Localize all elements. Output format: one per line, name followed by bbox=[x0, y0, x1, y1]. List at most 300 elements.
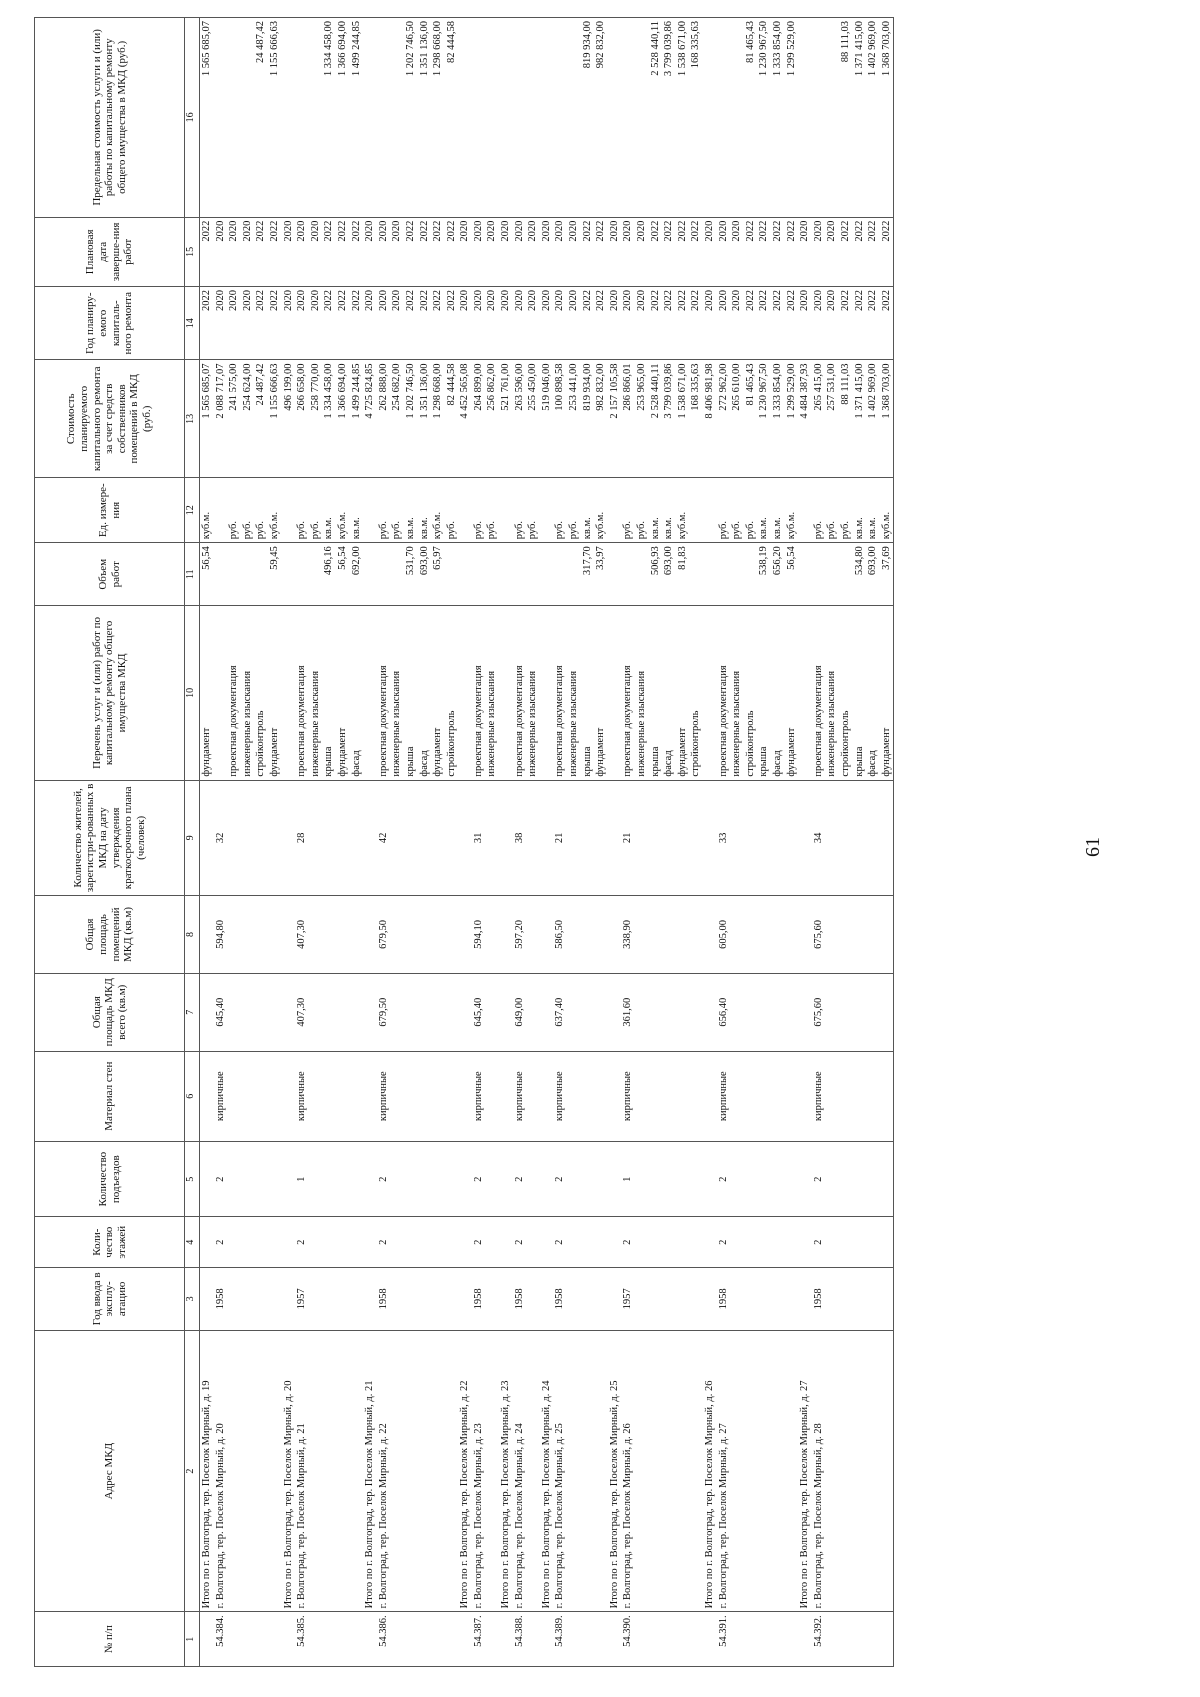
repair-year: 2020 bbox=[826, 289, 838, 311]
premises-area: 338,90 bbox=[621, 896, 703, 974]
repair-year: 2020 bbox=[513, 289, 525, 311]
entrances-count: 1 bbox=[295, 1141, 363, 1217]
floors-count: 2 bbox=[472, 1217, 499, 1267]
commission-year: 1957 bbox=[295, 1267, 363, 1330]
entrances-count bbox=[282, 1141, 296, 1217]
unit-cell bbox=[282, 478, 296, 543]
total-area bbox=[363, 973, 377, 1051]
work-volume: 692,00 bbox=[350, 546, 362, 576]
work-type bbox=[798, 609, 812, 776]
total-area bbox=[608, 973, 622, 1051]
commission-year bbox=[499, 1267, 513, 1330]
unit: руб. bbox=[568, 521, 580, 540]
planned-cost-cell bbox=[472, 360, 499, 478]
row-number bbox=[703, 1612, 717, 1667]
completion-year: 2022 bbox=[595, 220, 607, 242]
planned-cost: 100 898,58 bbox=[554, 363, 566, 411]
work-type bbox=[499, 609, 513, 776]
work-volume bbox=[608, 546, 622, 602]
cost-limit-cell bbox=[513, 18, 540, 218]
total-area: 656,40 bbox=[717, 973, 799, 1051]
repair-year: 2022 bbox=[445, 289, 457, 311]
completion-year: 2022 bbox=[418, 220, 430, 242]
completion-year: 2020 bbox=[364, 220, 376, 242]
work-type: инженерные изыскания bbox=[731, 670, 743, 777]
planned-cost: 265 610,00 bbox=[731, 363, 743, 411]
cost-limit-cell bbox=[282, 18, 296, 218]
work-volume: 693,00 bbox=[867, 546, 879, 576]
completion-year: 2022 bbox=[785, 220, 797, 242]
repair-year-cell bbox=[812, 286, 894, 360]
work-volume-cell bbox=[608, 543, 622, 606]
completion-year: 2022 bbox=[663, 220, 675, 242]
column-header: Материал стен bbox=[35, 1051, 185, 1141]
work-volume-cell bbox=[214, 543, 282, 606]
cost-limit-cell bbox=[717, 18, 799, 218]
repair-year-cell bbox=[363, 286, 377, 360]
planned-cost: 1 371 415,00 bbox=[853, 363, 865, 419]
column-header: Ед. измере-ния bbox=[35, 478, 185, 543]
commission-year bbox=[363, 1267, 377, 1330]
entrances-count: 2 bbox=[377, 1141, 459, 1217]
column-number: 15 bbox=[185, 217, 200, 286]
work-volume-cell bbox=[499, 543, 513, 606]
entrances-count bbox=[540, 1141, 554, 1217]
work-volume: 56,54 bbox=[201, 546, 212, 570]
planned-cost-cell bbox=[703, 360, 717, 478]
floors-count: 2 bbox=[621, 1217, 703, 1267]
repair-year: 2020 bbox=[472, 289, 484, 311]
work-volume-cell bbox=[798, 543, 812, 606]
planned-cost: 2 088 717,07 bbox=[214, 363, 226, 419]
planned-cost: 1 333 854,00 bbox=[771, 363, 783, 419]
cost-limit: 1 366 694,00 bbox=[336, 21, 348, 77]
column-number: 1 bbox=[185, 1612, 200, 1667]
cost-limit: 1 368 703,00 bbox=[880, 21, 892, 77]
residents-count bbox=[363, 780, 377, 896]
planned-cost: 2 528 440,11 bbox=[649, 363, 661, 419]
premises-area: 594,10 bbox=[472, 896, 499, 974]
work-type-cell bbox=[513, 606, 540, 780]
floors-count bbox=[499, 1217, 513, 1267]
residents-count: 21 bbox=[621, 780, 703, 896]
unit bbox=[689, 481, 703, 539]
cost-limit bbox=[282, 21, 296, 214]
work-volume bbox=[458, 546, 472, 602]
cost-limit-cell bbox=[200, 18, 214, 218]
cost-limit-cell bbox=[499, 18, 513, 218]
work-volume: 37,69 bbox=[880, 546, 892, 570]
row-number bbox=[608, 1612, 622, 1667]
work-type: проектная документация bbox=[296, 665, 308, 777]
residents-count: 31 bbox=[472, 780, 499, 896]
repair-year: 2022 bbox=[853, 289, 865, 311]
column-header: Общая площадь помещений МКД (кв.м) bbox=[35, 896, 185, 974]
column-number: 9 bbox=[185, 780, 200, 896]
cost-limit bbox=[608, 21, 622, 214]
column-number: 8 bbox=[185, 896, 200, 974]
residents-count bbox=[703, 780, 717, 896]
planned-cost: 1 334 458,00 bbox=[323, 363, 335, 419]
unit bbox=[458, 481, 472, 539]
table-row bbox=[458, 18, 472, 1667]
wall-material bbox=[540, 1051, 554, 1141]
completion-year: 2022 bbox=[880, 220, 892, 242]
planned-cost: 272 962,00 bbox=[717, 363, 729, 411]
commission-year bbox=[200, 1267, 214, 1330]
repair-year: 2020 bbox=[568, 289, 580, 311]
work-type: инженерные изыскания bbox=[826, 670, 838, 777]
cost-limit bbox=[621, 21, 635, 214]
repair-year: 2020 bbox=[608, 289, 620, 311]
premises-area bbox=[608, 896, 622, 974]
unit bbox=[499, 481, 513, 539]
repair-year: 2022 bbox=[771, 289, 783, 311]
cost-limit bbox=[363, 21, 377, 214]
unit-cell bbox=[553, 478, 607, 543]
completion-year: 2020 bbox=[568, 220, 580, 242]
cost-limit: 1 565 685,07 bbox=[201, 21, 212, 77]
work-type-cell bbox=[608, 606, 622, 780]
wall-material bbox=[703, 1051, 717, 1141]
residents-count: 34 bbox=[812, 780, 894, 896]
address: г. Волгоград, тер. Поселок Мирный, д. 20 bbox=[214, 1330, 282, 1611]
unit bbox=[214, 481, 228, 539]
work-volume bbox=[621, 546, 635, 602]
planned-cost-cell bbox=[295, 360, 363, 478]
work-volume: 656,20 bbox=[771, 546, 783, 576]
commission-year: 1958 bbox=[472, 1267, 499, 1330]
planned-cost-cell bbox=[513, 360, 540, 478]
cost-limit bbox=[472, 21, 486, 214]
cost-limit bbox=[825, 21, 839, 214]
cost-limit bbox=[812, 21, 826, 214]
planned-cost: 254 682,00 bbox=[391, 363, 403, 411]
cost-limit-cell bbox=[608, 18, 622, 218]
planned-cost: 819 934,00 bbox=[581, 363, 593, 411]
cost-limit-cell bbox=[703, 18, 717, 218]
completion-year: 2022 bbox=[201, 220, 212, 242]
floors-count bbox=[282, 1217, 296, 1267]
cost-limit bbox=[499, 21, 513, 214]
entrances-count bbox=[798, 1141, 812, 1217]
work-type: фундамент bbox=[432, 727, 444, 777]
repair-year-cell bbox=[513, 286, 540, 360]
cost-limit: 1 334 458,00 bbox=[323, 21, 335, 77]
completion-year: 2022 bbox=[268, 220, 280, 242]
residents-count: 28 bbox=[295, 780, 363, 896]
repair-year-cell bbox=[499, 286, 513, 360]
row-number: 54.389. bbox=[553, 1612, 607, 1667]
address: Итого по г. Волгоград, тер. Поселок Мирный, д. 23 bbox=[499, 1330, 513, 1611]
cost-limit bbox=[526, 21, 540, 214]
planned-cost: 1 402 969,00 bbox=[867, 363, 879, 419]
completion-year: 2020 bbox=[636, 220, 647, 242]
work-volume bbox=[567, 546, 581, 602]
work-type: проектная документация bbox=[622, 665, 634, 777]
work-type: фундамент bbox=[201, 727, 212, 777]
completion-year-cell bbox=[513, 217, 540, 286]
premises-area bbox=[363, 896, 377, 974]
column-number: 5 bbox=[185, 1141, 200, 1217]
work-type: инженерные изыскания bbox=[636, 670, 647, 777]
cost-limit bbox=[241, 21, 255, 214]
table-row bbox=[363, 18, 377, 1667]
repair-year-cell bbox=[553, 286, 607, 360]
wall-material: кирпичные bbox=[377, 1051, 459, 1141]
table-body bbox=[200, 18, 894, 1667]
floors-count bbox=[540, 1217, 554, 1267]
planned-cost: 4 452 565,08 bbox=[459, 363, 471, 419]
premises-area bbox=[458, 896, 472, 974]
planned-cost: 241 575,00 bbox=[228, 363, 240, 411]
unit-cell bbox=[363, 478, 377, 543]
table-row bbox=[377, 18, 459, 1667]
entrances-count: 2 bbox=[513, 1141, 540, 1217]
completion-year: 2020 bbox=[554, 220, 566, 242]
completion-year: 2020 bbox=[799, 220, 811, 242]
work-type: инженерные изыскания bbox=[527, 670, 539, 777]
work-type bbox=[540, 609, 554, 776]
planned-cost-cell bbox=[214, 360, 282, 478]
completion-year: 2020 bbox=[826, 220, 838, 242]
unit bbox=[798, 481, 812, 539]
address: Итого по г. Волгоград, тер. Поселок Мирный, д. 20 bbox=[282, 1330, 296, 1611]
cost-limit bbox=[227, 21, 241, 214]
residents-count: 32 bbox=[214, 780, 282, 896]
address: г. Волгоград, тер. Поселок Мирный, д. 27 bbox=[717, 1330, 799, 1611]
completion-year-cell bbox=[472, 217, 499, 286]
cost-limit bbox=[309, 21, 323, 214]
cost-limit: 1 499 244,85 bbox=[350, 21, 362, 77]
planned-cost: 496 199,00 bbox=[282, 363, 294, 411]
completion-year: 2020 bbox=[214, 220, 226, 242]
work-volume bbox=[485, 546, 499, 602]
total-area bbox=[458, 973, 472, 1051]
total-area: 637,40 bbox=[553, 973, 607, 1051]
work-type-cell bbox=[621, 606, 703, 780]
work-type-cell bbox=[553, 606, 607, 780]
column-number: 10 bbox=[185, 606, 200, 780]
column-number: 6 bbox=[185, 1051, 200, 1141]
work-volume: 534,80 bbox=[853, 546, 865, 576]
completion-year: 2022 bbox=[404, 220, 416, 242]
unit-cell bbox=[458, 478, 472, 543]
completion-year: 2022 bbox=[771, 220, 783, 242]
row-number: 54.392. bbox=[812, 1612, 894, 1667]
work-type: инженерные изыскания bbox=[391, 670, 403, 777]
work-volume bbox=[254, 546, 268, 602]
premises-area bbox=[703, 896, 717, 974]
repair-year: 2022 bbox=[350, 289, 362, 311]
table-row bbox=[214, 18, 282, 1667]
address: Итого по г. Волгоград, тер. Поселок Мирный, д. 19 bbox=[200, 1330, 214, 1611]
completion-year: 2022 bbox=[432, 220, 444, 242]
cost-limit: 168 335,63 bbox=[690, 21, 702, 69]
table-row bbox=[621, 18, 703, 1667]
work-volume bbox=[689, 546, 703, 602]
unit: кв.м. bbox=[323, 517, 335, 540]
cost-limit bbox=[214, 21, 228, 214]
floors-count: 2 bbox=[377, 1217, 459, 1267]
unit: куб.м. bbox=[785, 511, 797, 540]
cost-limit bbox=[295, 21, 309, 214]
planned-cost-cell bbox=[621, 360, 703, 478]
commission-year: 1958 bbox=[717, 1267, 799, 1330]
unit-cell bbox=[295, 478, 363, 543]
work-volume bbox=[499, 546, 513, 602]
unit: куб.м. bbox=[676, 511, 688, 540]
total-area: 679,50 bbox=[377, 973, 459, 1051]
unit: руб. bbox=[812, 521, 824, 540]
row-number bbox=[798, 1612, 812, 1667]
planned-cost-cell bbox=[540, 360, 554, 478]
work-type: крыша bbox=[758, 746, 770, 777]
work-volume: 531,70 bbox=[404, 546, 416, 576]
premises-area bbox=[200, 896, 214, 974]
table-row bbox=[499, 18, 513, 1667]
entrances-count: 2 bbox=[812, 1141, 894, 1217]
planned-cost: 8 406 981,98 bbox=[703, 363, 715, 419]
unit: руб. bbox=[554, 521, 566, 540]
floors-count bbox=[608, 1217, 622, 1267]
unit: куб.м. bbox=[880, 511, 892, 540]
completion-year: 2022 bbox=[867, 220, 879, 242]
unit-cell bbox=[703, 478, 717, 543]
planned-cost-cell bbox=[812, 360, 894, 478]
work-type: инженерные изыскания bbox=[486, 670, 498, 777]
work-type: стройконтроль bbox=[839, 710, 851, 777]
row-number: 54.386. bbox=[377, 1612, 459, 1667]
residents-count bbox=[608, 780, 622, 896]
work-type-cell bbox=[295, 606, 363, 780]
column-number: 2 bbox=[185, 1330, 200, 1611]
column-header: Предельная стоимость услуги и (или) работы по капитальному ремонту общего имущества в МКД (руб.) bbox=[35, 18, 185, 218]
unit: руб. bbox=[445, 521, 457, 540]
premises-area bbox=[540, 896, 554, 974]
work-volume bbox=[390, 546, 404, 602]
unit-cell bbox=[472, 478, 499, 543]
unit: кв.м. bbox=[404, 517, 416, 540]
planned-cost: 4 484 387,93 bbox=[799, 363, 811, 419]
planned-cost: 1 155 666,63 bbox=[268, 363, 280, 419]
completion-year-cell bbox=[499, 217, 513, 286]
cost-limit-cell bbox=[553, 18, 607, 218]
total-area: 645,40 bbox=[472, 973, 499, 1051]
unit: руб. bbox=[622, 521, 634, 540]
unit: руб. bbox=[717, 521, 729, 540]
work-volume bbox=[472, 546, 486, 602]
planned-cost: 1 368 703,00 bbox=[880, 363, 892, 419]
table-row bbox=[717, 18, 799, 1667]
cost-limit-cell bbox=[540, 18, 554, 218]
commission-year: 1958 bbox=[513, 1267, 540, 1330]
commission-year bbox=[608, 1267, 622, 1330]
completion-year: 2020 bbox=[717, 220, 729, 242]
total-area bbox=[499, 973, 513, 1051]
header-row bbox=[35, 18, 185, 1667]
repair-year: 2020 bbox=[636, 289, 647, 311]
column-header: Год ввода в эксплу-атацию bbox=[35, 1267, 185, 1330]
completion-year: 2022 bbox=[758, 220, 770, 242]
planned-cost: 4 725 824,85 bbox=[364, 363, 376, 419]
wall-material: кирпичные bbox=[812, 1051, 894, 1141]
planned-cost: 88 111,03 bbox=[839, 363, 851, 405]
work-type-cell bbox=[214, 606, 282, 780]
work-type: фундамент bbox=[785, 727, 797, 777]
completion-year-cell bbox=[214, 217, 282, 286]
repair-plan-table bbox=[34, 17, 894, 1667]
work-type bbox=[703, 609, 717, 776]
repair-year: 2020 bbox=[622, 289, 634, 311]
row-number: 54.391. bbox=[717, 1612, 799, 1667]
work-volume bbox=[798, 546, 812, 602]
work-volume bbox=[540, 546, 554, 602]
planned-cost: 519 046,00 bbox=[540, 363, 552, 411]
row-number: 54.388. bbox=[513, 1612, 540, 1667]
repair-year: 2020 bbox=[527, 289, 539, 311]
completion-year-cell bbox=[717, 217, 799, 286]
cost-limit: 88 111,03 bbox=[839, 21, 851, 63]
cost-limit bbox=[703, 21, 717, 214]
cost-limit: 1 202 746,50 bbox=[404, 21, 416, 77]
planned-cost: 168 335,63 bbox=[690, 363, 702, 411]
address: г. Волгоград, тер. Поселок Мирный, д. 26 bbox=[621, 1330, 703, 1611]
cost-limit: 1 155 666,63 bbox=[268, 21, 280, 77]
completion-year: 2022 bbox=[255, 220, 267, 242]
repair-year-cell bbox=[282, 286, 296, 360]
completion-year: 2020 bbox=[527, 220, 539, 242]
completion-year: 2020 bbox=[377, 220, 389, 242]
work-type: стройконтроль bbox=[744, 710, 756, 777]
planned-cost: 265 415,00 bbox=[812, 363, 824, 411]
unit: руб. bbox=[472, 521, 484, 540]
planned-cost: 2 157 105,58 bbox=[608, 363, 620, 419]
repair-year-cell bbox=[214, 286, 282, 360]
wall-material bbox=[499, 1051, 513, 1141]
work-volume: 538,19 bbox=[758, 546, 770, 576]
column-number: 11 bbox=[185, 543, 200, 606]
repair-year: 2020 bbox=[459, 289, 471, 311]
cost-limit-cell bbox=[621, 18, 703, 218]
address: Итого по г. Волгоград, тер. Поселок Мирный, д. 24 bbox=[540, 1330, 554, 1611]
repair-year: 2020 bbox=[540, 289, 552, 311]
repair-year: 2020 bbox=[391, 289, 403, 311]
repair-year: 2022 bbox=[663, 289, 675, 311]
completion-year: 2020 bbox=[459, 220, 471, 242]
repair-year: 2020 bbox=[282, 289, 294, 311]
work-volume: 317,70 bbox=[581, 546, 593, 576]
completion-year: 2022 bbox=[744, 220, 756, 242]
floors-count bbox=[200, 1217, 214, 1267]
unit-cell bbox=[608, 478, 622, 543]
work-volume bbox=[717, 546, 731, 602]
cost-limit bbox=[553, 21, 567, 214]
work-volume: 59,45 bbox=[268, 546, 280, 570]
work-volume bbox=[227, 546, 241, 602]
entrances-count bbox=[608, 1141, 622, 1217]
cost-limit bbox=[485, 21, 499, 214]
work-type: фундамент bbox=[268, 727, 280, 777]
cost-limit bbox=[458, 21, 472, 214]
address: г. Волгоград, тер. Поселок Мирный, д. 24 bbox=[513, 1330, 540, 1611]
unit: руб. bbox=[296, 521, 308, 540]
table-row bbox=[703, 18, 717, 1667]
address: г. Волгоград, тер. Поселок Мирный, д. 21 bbox=[295, 1330, 363, 1611]
repair-year: 2022 bbox=[581, 289, 593, 311]
planned-cost: 266 658,00 bbox=[296, 363, 308, 411]
completion-year-cell bbox=[553, 217, 607, 286]
